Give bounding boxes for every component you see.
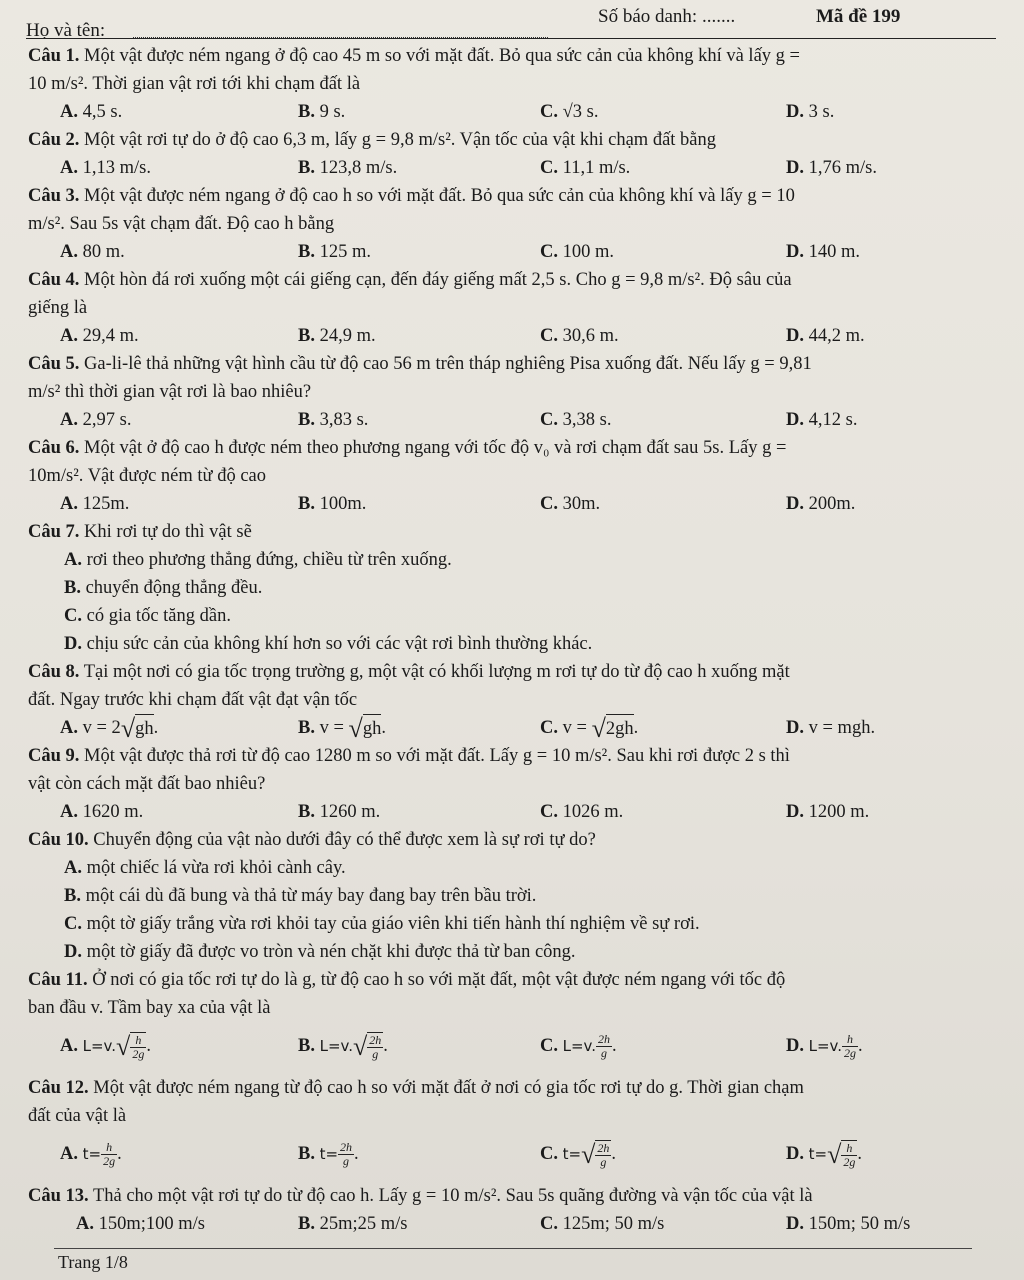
option-d: D. 3 s. <box>786 102 835 122</box>
option-b: B. 125 m. <box>298 242 371 262</box>
question-11-line2: ban đầu v. Tầm bay xa của vật là <box>28 998 271 1018</box>
question-9-options <box>28 798 978 826</box>
option-d: D. 4,12 s. <box>786 410 858 430</box>
option-a: A. 150m;100 m/s <box>76 1214 206 1234</box>
header-rule <box>26 38 996 39</box>
option-c: C. 30m. <box>540 494 601 514</box>
option-d: D. 150m; 50 m/s <box>786 1214 911 1234</box>
question-5: Câu 5. Ga-li-lê thả những vật hình cầu từ độ cao 56 m trên tháp nghiêng Pisa xuống đất. Nếu lấy g = 9,81 <box>28 354 812 374</box>
option-d: D. L=v. $\frac{h}{2g}$ . <box>786 1032 863 1061</box>
option-d: D. t=√ $\frac{h}{2g}$ . <box>786 1139 862 1170</box>
question-8-line2: đất. Ngay trước khi chạm đất vật đạt vận tốc <box>28 690 358 710</box>
option-b: B. 25m;25 m/s <box>298 1214 408 1234</box>
question-6-options <box>28 490 978 518</box>
option-a: A. 80 m. <box>60 242 125 262</box>
question-4-options <box>28 322 978 350</box>
question-11-options <box>28 1022 978 1074</box>
question-11: Câu 11. Ở nơi có gia tốc rơi tự do là g, từ độ cao h so với mặt đất, một vật được ném ngang với tốc độ <box>28 970 786 990</box>
option-c: C. 1026 m. <box>540 802 624 822</box>
question-1: Câu 1. Một vật được ném ngang ở độ cao 45 m so với mặt đất. Bỏ qua sức cản của không khí và lấy g = <box>28 46 800 66</box>
option-a: A. 1620 m. <box>60 802 144 822</box>
question-4: Câu 4. Một hòn đá rơi xuống một cái giếng cạn, đến đáy giếng mất 2,5 s. Cho g = 9,8 m/s². Độ sâu của <box>28 270 792 290</box>
option-b: B. 123,8 m/s. <box>298 158 398 178</box>
option-b: B. 9 s. <box>298 102 346 122</box>
option-c: C. L=v. $\frac{2h}{g}$ . <box>540 1032 617 1061</box>
option-a: A. t= $\frac{h}{2g}$ . <box>60 1140 122 1169</box>
option-d: D. chịu sức cản của không khí hơn so với các vật rơi bình thường khác. <box>64 634 593 654</box>
question-6-line2: 10m/s². Vật được ném từ độ cao <box>28 466 266 486</box>
option-b: B. L=v.√ $\frac{2h}{g}$ . <box>298 1031 388 1062</box>
option-a: A. 125m. <box>60 494 130 514</box>
question-1-line2: 10 m/s². Thời gian vật rơi tới khi chạm đất là <box>28 74 361 94</box>
question-9: Câu 9. Một vật được thả rơi từ độ cao 1280 m so với mặt đất. Lấy g = 10 m/s². Sau khi rơi được 2 s thì <box>28 746 790 766</box>
option-a: A. 2,97 s. <box>60 410 132 430</box>
option-c: C. √3 s. <box>540 102 599 122</box>
option-b: B. t= $\frac{2h}{g}$ . <box>298 1140 359 1169</box>
question-2-options <box>28 154 978 182</box>
option-b: B. 100m. <box>298 494 367 514</box>
option-b: B. một cái dù đã bung và thả từ máy bay đang bay trên bầu trời. <box>64 886 537 906</box>
question-13: Câu 13. Thả cho một vật rơi tự do từ độ cao h. Lấy g = 10 m/s². Sau 5s quãng đường và vận tốc của vật là <box>28 1186 813 1206</box>
name-label: Họ và tên: <box>26 20 106 41</box>
option-b: B. chuyển động thẳng đều. <box>64 578 263 598</box>
option-d: D. 1200 m. <box>786 802 870 822</box>
question-3-line2: m/s². Sau 5s vật chạm đất. Độ cao h bằng <box>28 214 335 234</box>
option-c: C. 11,1 m/s. <box>540 158 631 178</box>
question-2: Câu 2. Một vật rơi tự do ở độ cao 6,3 m, lấy g = 9,8 m/s². Vận tốc của vật khi chạm đất bằng <box>28 130 717 150</box>
option-c: C. 125m; 50 m/s <box>540 1214 665 1234</box>
option-d: D. v = mgh. <box>786 718 876 738</box>
question-12: Câu 12. Một vật được ném ngang từ độ cao h so với mặt đất ở nơi có gia tốc rơi tự do g. Thời gian chạm <box>28 1078 804 1098</box>
question-5-line2: m/s² thì thời gian vật rơi là bao nhiêu? <box>28 382 312 402</box>
question-8-options <box>28 714 978 742</box>
question-12-options <box>28 1130 978 1182</box>
question-4-line2: giếng là <box>28 298 88 318</box>
option-a: A. L=v.√ $\frac{h}{2g}$ . <box>60 1031 151 1062</box>
option-d: D. 1,76 m/s. <box>786 158 877 178</box>
candidate-number-label: Số báo danh: ....... <box>598 6 736 27</box>
option-d: D. 200m. <box>786 494 856 514</box>
question-3: Câu 3. Một vật được ném ngang ở độ cao h so với mặt đất. Bỏ qua sức cản của không khí và lấy g = 10 <box>28 186 795 206</box>
question-9-line2: vật còn cách mặt đất bao nhiêu? <box>28 774 266 794</box>
option-d: D. một tờ giấy đã được vo tròn và nén chặt khi được thả từ ban công. <box>64 942 576 962</box>
option-c: C. v = √2gh. <box>540 713 639 743</box>
option-c: C. t=√ $\frac{2h}{g}$ . <box>540 1139 616 1170</box>
questions-area <box>28 42 978 1238</box>
option-c: C. 30,6 m. <box>540 326 619 346</box>
option-a: A. một chiếc lá vừa rơi khỏi cành cây. <box>64 858 346 878</box>
option-b: B. 3,83 s. <box>298 410 369 430</box>
question-6: Câu 6. Một vật ở độ cao h được ném theo phương ngang với tốc độ v₀ và rơi chạm đất sau 5s. Lấy g = <box>28 438 787 458</box>
page-number: Trang 1/8 <box>58 1252 128 1272</box>
option-a: A. 4,5 s. <box>60 102 123 122</box>
option-a: A. rơi theo phương thẳng đứng, chiều từ trên xuống. <box>64 550 452 570</box>
question-10: Câu 10. Chuyển động của vật nào dưới đây có thể được xem là sự rơi tự do? <box>28 830 596 850</box>
question-5-options <box>28 406 978 434</box>
option-d: D. 44,2 m. <box>786 326 865 346</box>
option-d: D. 140 m. <box>786 242 861 262</box>
question-12-line2: đất của vật là <box>28 1106 127 1126</box>
footer-rule <box>54 1248 972 1249</box>
exam-code: Mã đề 199 <box>816 6 901 27</box>
option-b: B. v = √gh. <box>298 713 386 743</box>
option-b: B. 1260 m. <box>298 802 381 822</box>
option-b: B. 24,9 m. <box>298 326 376 346</box>
option-c: C. có gia tốc tăng dần. <box>64 606 231 626</box>
option-c: C. 3,38 s. <box>540 410 612 430</box>
question-1-options <box>28 98 978 126</box>
option-c: C. 100 m. <box>540 242 615 262</box>
option-a: A. v = 2√gh. <box>60 713 159 743</box>
question-8: Câu 8. Tại một nơi có gia tốc trọng trường g, một vật có khối lượng m rơi tự do từ độ cao h xuống mặt <box>28 662 790 682</box>
option-a: A. 1,13 m/s. <box>60 158 151 178</box>
question-13-options <box>28 1210 978 1238</box>
question-7: Câu 7. Khi rơi tự do thì vật sẽ <box>28 522 252 542</box>
option-a: A. 29,4 m. <box>60 326 139 346</box>
exam-header <box>0 0 1024 40</box>
question-3-options <box>28 238 978 266</box>
option-c: C. một tờ giấy trắng vừa rơi khỏi tay của giáo viên khi tiến hành thí nghiệm về sự rơi. <box>64 914 700 934</box>
